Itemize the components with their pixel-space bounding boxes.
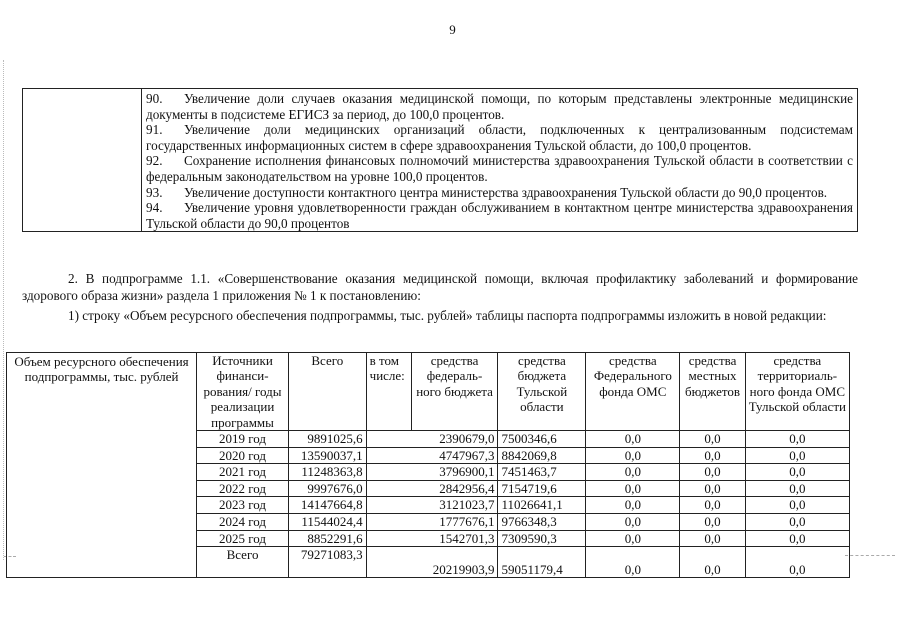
right-margin-dash [845, 555, 895, 556]
table-row: 2019 год 9891025,6 2390679,0 7500346,6 0,0 0,0 0,0 [7, 431, 850, 448]
indicators-list [142, 89, 858, 232]
header-local: средства местных бюджетов [680, 353, 745, 431]
table-total-row: Всего 79271083,3 20219903,9 59051179,4 0,0 0,0 0,0 [7, 547, 850, 578]
table-row: 2021 год 11248363,8 3796900,1 7451463,7 0,0 0,0 0,0 [7, 464, 850, 481]
table-row: 2020 год 13590037,1 4747967,3 8842069,8 0,0 0,0 0,0 [7, 447, 850, 464]
table-row: 2023 год 14147664,8 3121023,7 11026641,1 0,0 0,0 0,0 [7, 497, 850, 514]
header-federal: средства федераль-ного бюджета [411, 353, 498, 431]
indicator-item-92: 92. Сохранение исполнения финансовых полномочий министерства здравоохранения Тульской области в соответствии с федеральным законодательством на уровне 100,0 процентов. [146, 153, 853, 184]
table-row: 2024 год 11544024,4 1777676,1 9766348,3 0,0 0,0 0,0 [7, 514, 850, 531]
header-sources: Источники финанси-рования/ годы реализации программы [197, 353, 289, 431]
table-row: 2022 год 9997676,0 2842956,4 7154719,6 0,0 0,0 0,0 [7, 480, 850, 497]
indicator-item-93: 93. Увеличение доступности контактного центра министерства здравоохранения Тульской области до 90,0 процентов. [146, 184, 828, 200]
indicator-item-90: 90. Увеличение доли случаев оказания медицинской помощи, по которым представлены электронные медицинские документы в подсистеме ЕГИСЗ за период, до 100,0 процентов. [146, 91, 853, 122]
header-total: Всего [289, 353, 367, 431]
indicators-empty-cell [23, 89, 142, 232]
table-row: 2025 год 8852291,6 1542701,3 7309590,3 0,0 0,0 0,0 [7, 530, 850, 547]
resource-header-row [7, 353, 850, 431]
resource-table [6, 352, 850, 578]
header-regional: средства бюджета Тульской области [498, 353, 586, 431]
indicators-table [22, 88, 858, 232]
indicator-item-94: 94. Увеличение уровня удовлетворенности граждан обслуживанием в контактном центре министерства здравоохранения Тульской области до 90,0 процентов [146, 200, 853, 231]
paragraph-subprogram-change: 2. В подпрограмме 1.1. «Совершенствование оказания медицинской помощи, включая профилактику заболеваний и формирование здорового образа жизни» раздела 1 приложения № 1 к постановлению: [22, 271, 858, 303]
page-number: 9 [449, 22, 456, 37]
header-ffoms: средства Федерального фонда ОМС [586, 353, 680, 431]
resource-row-label: Объем ресурсного обеспечения подпрограммы, тыс. рублей [7, 353, 197, 578]
header-tfoms: средства территориаль-ного фонда ОМС Тульской области [745, 353, 849, 431]
paragraph-resource-row-change: 1) строку «Объем ресурсного обеспечения подпрограммы, тыс. рублей» таблицы паспорта подпрограммы изложить в новой редакции: [68, 308, 827, 323]
header-including: в том числе: [366, 353, 411, 431]
indicator-item-91: 91. Увеличение доли медицинских организаций области, подключенных к централизованным подсистемам государственных информационных систем в сфере здравоохранения Тульской области, до 100,0 процентов. [146, 122, 853, 153]
